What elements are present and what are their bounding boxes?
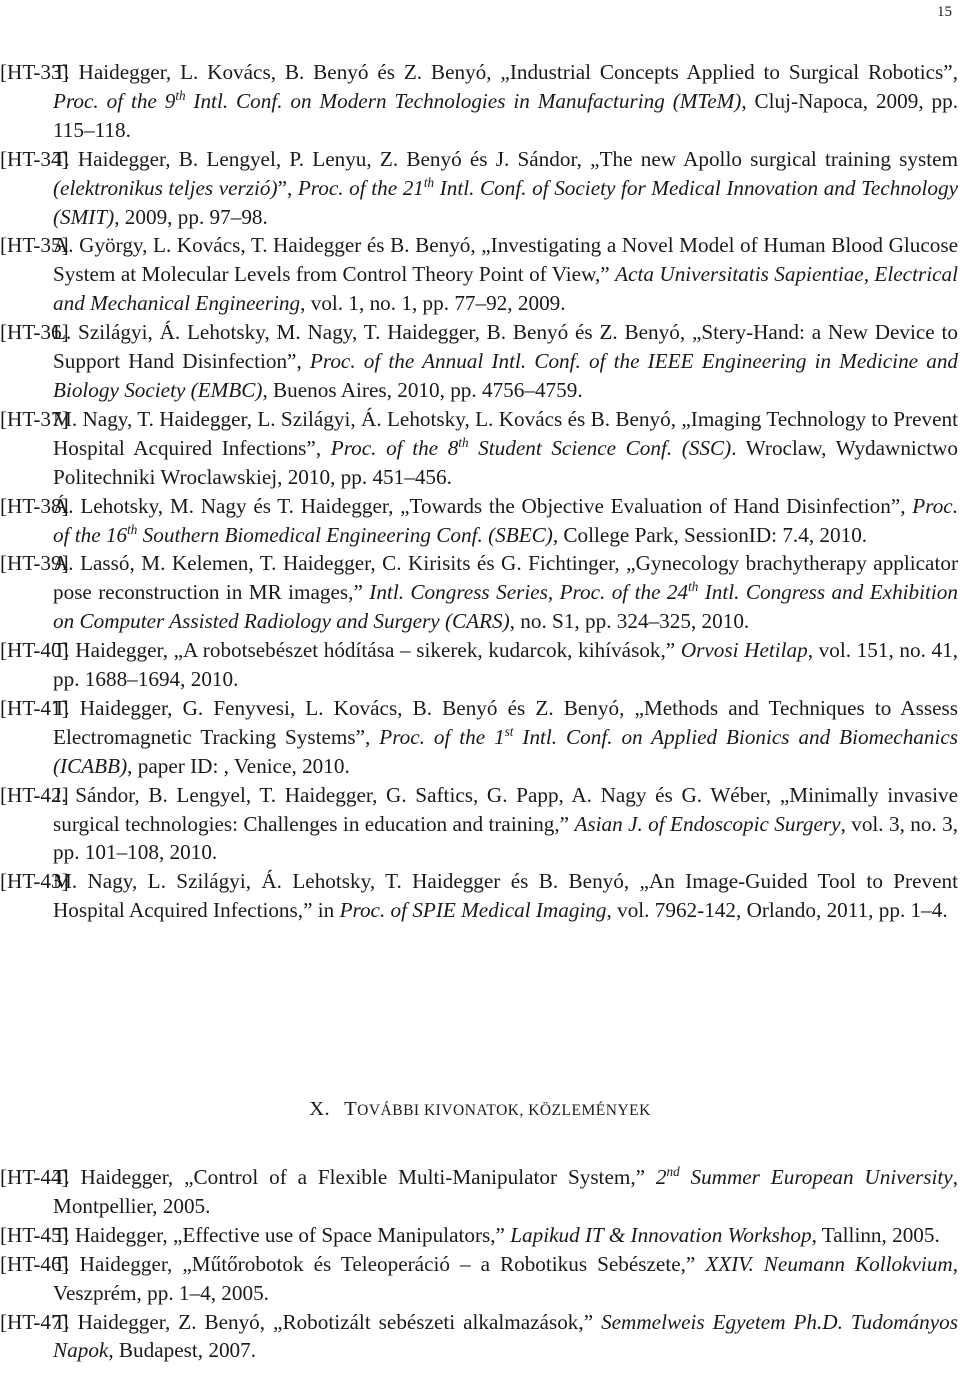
reference-plain-text: , 2009, pp. 97–98. <box>114 204 268 229</box>
reference-text <box>53 231 958 318</box>
reference-plain-text: M. Nagy, L. Szilágyi, Á. Lehotsky, T. Haidegger és B. Benyó, „An Image-Guided Tool to Prevent Hospital Acquired Infections,” in <box>53 869 958 923</box>
reference-entry <box>0 1221 958 1250</box>
reference-italic-text: Proc. of the 21 <box>297 175 424 200</box>
reference-plain-text: T. Haidegger, „A robotsebészet hódítása – sikerek, kudarcok, kihívások,” <box>53 638 681 663</box>
reference-key: [HT-47] <box>0 1309 69 1334</box>
reference-entry <box>0 58 958 145</box>
reference-plain-text: J. Sándor, B. Lengyel, T. Haidegger, G. Saftics, G. Papp, A. Nagy és G. Wéber, „Minimally invasive surgical technologies: Challenges in education and training,” <box>53 782 958 836</box>
reference-plain-text: T. Haidegger, „Műtőrobotok és Teleoperáció – a Robotikus Sebészete,” <box>53 1251 706 1276</box>
reference-plain-text: , Buenos Aires, 2010, pp. 4756–4759. <box>262 377 583 402</box>
reference-key: [HT-40] <box>0 638 69 663</box>
page-number: 15 <box>937 4 952 20</box>
reference-italic-text: Intl. Congress Series, Proc. of the 24 <box>369 580 689 605</box>
reference-entry <box>0 1163 958 1221</box>
reference-superscript: th <box>688 579 699 595</box>
reference-italic-text: Lapikud IT & Innovation Workshop <box>510 1222 812 1247</box>
reference-italic-text: Intl. Conf. of Society for Medical Innovation and Technology (SMIT) <box>53 175 958 229</box>
reference-plain-text: T. Haidegger, B. Lengyel, P. Lenyu, Z. Benyó és J. Sándor, „The new Apollo surgical training system <box>53 146 958 171</box>
reference-plain-text: , Budapest, 2007. <box>108 1338 257 1363</box>
reference-italic-text: Student Science Conf. (SSC) <box>468 435 732 460</box>
reference-plain-text: L. Szilágyi, Á. Lehotsky, M. Nagy, T. Haidegger, B. Benyó és Z. Benyó, „Stery-Hand: a New Device to Support Hand Disinfection”, <box>53 320 958 374</box>
section-title-part: OVÁBBI KIVONATOK, KÖZLEMÉNYEK <box>357 1102 651 1119</box>
section-title <box>344 1098 651 1120</box>
reference-text <box>53 58 958 145</box>
reference-plain-text <box>99 89 107 113</box>
section-title-part: T <box>344 1098 358 1120</box>
reference-text <box>53 694 958 781</box>
reference-key: [HT-46] <box>0 1251 69 1276</box>
reference-text <box>53 492 958 550</box>
reference-text <box>53 1250 958 1308</box>
reference-italic-text: Asian J. of Endoscopic Surgery <box>574 811 841 836</box>
reference-list-abstracts <box>0 1163 958 1365</box>
reference-superscript: th <box>127 521 138 537</box>
reference-italic-text: of the 9 <box>106 88 176 113</box>
reference-plain-text: , Cluj-Napoca, 2009, pp. 115–118. <box>53 88 958 142</box>
reference-key: [HT-45] <box>0 1222 69 1247</box>
reference-plain-text: ”, <box>277 175 298 200</box>
reference-plain-text: , vol. 7962-142, Orlando, 2011, pp. 1–4. <box>606 898 948 923</box>
reference-text <box>53 405 958 492</box>
reference-key: [HT-42] <box>0 782 69 807</box>
reference-plain-text: T. Haidegger, Z. Benyó, „Robotizált sebészeti alkalmazások,” <box>53 1309 602 1334</box>
reference-text <box>53 781 958 868</box>
reference-text <box>53 1308 958 1366</box>
reference-entry <box>0 549 958 636</box>
reference-plain-text: T. Haidegger, „Effective use of Space Manipulators,” <box>53 1222 511 1247</box>
reference-plain-text: , Montpellier, 2005. <box>53 1165 958 1218</box>
reference-italic-text: Proc. of the Annual Intl. Conf. of the IEEE Engineering in Medicine and Biology Society (EMBC) <box>53 349 959 402</box>
reference-key: [HT-37] <box>0 406 69 431</box>
reference-key: [HT-33] <box>0 60 69 84</box>
reference-plain-text: , vol. 151, no. 41, pp. 1688–1694, 2010. <box>53 638 959 692</box>
reference-superscript: th <box>423 174 435 190</box>
reference-entry <box>0 781 958 868</box>
reference-plain-text: T. Haidegger, L. Kovács, B. Benyó és Z. Benyó, „Industrial Concepts Applied to Surgical Robotics”, <box>53 60 958 84</box>
reference-entry <box>0 694 958 781</box>
reference-text <box>53 1163 958 1221</box>
reference-key: [HT-36] <box>0 320 69 345</box>
reference-text <box>53 636 958 694</box>
reference-italic-text: Acta Universitatis Sapientiae, Electrical and Mechanical Engineering <box>53 262 958 316</box>
reference-key: [HT-38] <box>0 493 69 518</box>
reference-italic-text: XXIV. Neumann Kollokvium <box>705 1251 953 1276</box>
reference-italic-text: Proc. of the 8 <box>330 435 459 460</box>
reference-plain-text: Á. Lehotsky, M. Nagy és T. Haidegger, „Towards the Objective Evaluation of Hand Disinfection”, <box>53 493 913 518</box>
reference-superscript: st <box>504 723 514 739</box>
section-number: X. <box>309 1098 331 1120</box>
reference-entry <box>0 231 958 318</box>
section-heading <box>0 1095 960 1125</box>
reference-italic-text: Orvosi Hetilap <box>680 638 808 663</box>
reference-text <box>53 318 958 405</box>
reference-plain-text: A. György, L. Kovács, T. Haidegger és B. Benyó, „Investigating a Novel Model of Human Blood Glucose System at Molecular Levels from Control Theory Point of View,” <box>53 233 958 287</box>
reference-superscript: nd <box>666 1163 680 1179</box>
reference-entry <box>0 145 958 232</box>
reference-list <box>0 58 958 925</box>
reference-entry <box>0 867 958 925</box>
reference-text <box>53 1221 958 1250</box>
reference-plain-text: , Tallinn, 2005. <box>811 1222 940 1247</box>
reference-italic-text: Proc. of SPIE Medical Imaging <box>339 898 607 923</box>
reference-plain-text: T. Haidegger, G. Fenyvesi, L. Kovács, B. Benyó és Z. Benyó, „Methods and Techniques to Assess Electromagnetic Tracking Systems”, <box>53 695 958 749</box>
reference-text <box>53 549 958 636</box>
reference-key: [HT-43] <box>0 869 69 894</box>
reference-entry <box>0 405 958 492</box>
reference-key: [HT-44] <box>0 1165 69 1189</box>
reference-italic-text: Proc. of the 16 <box>53 493 958 547</box>
reference-italic-text: Intl. Congress and Exhibition on Computer Assisted Radiology and Surgery (CARS) <box>53 580 958 634</box>
reference-plain-text: , vol. 1, no. 1, pp. 77–92, 2009. <box>300 291 566 316</box>
reference-plain-text: , paper ID: , Venice, 2010. <box>127 753 350 778</box>
reference-italic-text: Proc. of the 1 <box>379 724 505 749</box>
reference-plain-text: M. Nagy, T. Haidegger, L. Szilágyi, Á. Lehotsky, L. Kovács és B. Benyó, „Imaging Technology to Prevent Hospital Acquired Infections”, <box>53 406 958 460</box>
reference-key: [HT-39] <box>0 551 69 576</box>
reference-plain-text: . Wroclaw, Wydawnictwo Politechniki Wroclawskiej, 2010, pp. 451–456. <box>53 435 958 489</box>
reference-entry <box>0 1250 958 1308</box>
reference-text <box>53 867 958 925</box>
reference-superscript: th <box>175 87 186 103</box>
reference-plain-text: , vol. 3, no. 3, pp. 101–108, 2010. <box>53 811 958 865</box>
reference-italic-text: Intl. Conf. on Modern Technologies in Manufacturing (MTeM) <box>185 88 742 113</box>
reference-key: [HT-41] <box>0 695 69 720</box>
reference-italic-text: Semmelweis Egyetem Ph.D. Tudományos Napok <box>53 1309 958 1363</box>
reference-italic-text: Proc. <box>53 88 99 113</box>
reference-italic-text: Intl. Conf. on Applied Bionics and Biomechanics (ICABB) <box>53 724 959 778</box>
reference-entry <box>0 636 958 694</box>
reference-italic-text: (elektronikus teljes verzió) <box>53 175 278 200</box>
reference-plain-text: A. Lassó, M. Kelemen, T. Haidegger, C. Kirisits és G. Fichtinger, „Gynecology brachytherapy applicator pose reconstruction in MR images,” <box>53 551 958 605</box>
reference-italic-text: 2 <box>655 1165 667 1189</box>
reference-entry <box>0 318 958 405</box>
reference-plain-text: , no. S1, pp. 324–325, 2010. <box>509 609 750 634</box>
reference-plain-text: T. Haidegger, „Control of a Flexible Multi-Manipulator System,” <box>53 1165 656 1189</box>
reference-text <box>53 145 958 232</box>
reference-italic-text: Summer European University <box>679 1165 953 1189</box>
reference-plain-text: , College Park, SessionID: 7.4, 2010. <box>552 522 868 547</box>
reference-key: [HT-34] <box>0 146 69 171</box>
reference-entry <box>0 492 958 550</box>
reference-plain-text: , Veszprém, pp. 1–4, 2005. <box>53 1251 958 1305</box>
reference-key: [HT-35] <box>0 233 69 258</box>
reference-superscript: th <box>458 434 469 450</box>
reference-italic-text: Southern Biomedical Engineering Conf. (SBEC) <box>137 522 553 547</box>
reference-entry <box>0 1308 958 1366</box>
